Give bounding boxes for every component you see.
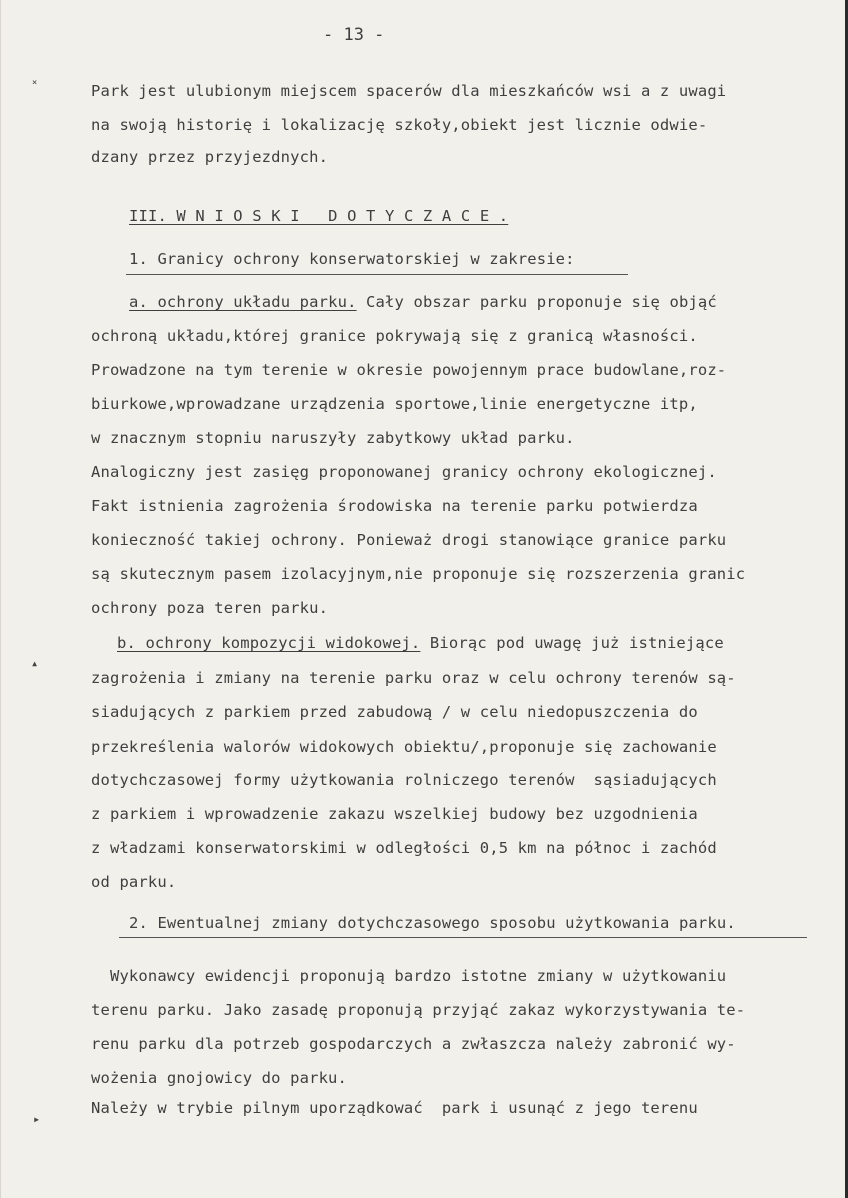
subsection-2-heading: 2. Ewentualnej zmiany dotychczasowego sposobu użytkowania parku. [129, 914, 736, 932]
b-line-2: zagrożenia i zmiany na terenie parku oraz w celu ochrony terenów są- [91, 669, 736, 687]
page-number: - 13 - [323, 25, 385, 45]
subsection-1-rule [126, 274, 628, 275]
p1-line-1: Park jest ulubionym miejscem spacerów dla mieszkańców wsi a z uwagi [91, 82, 727, 100]
p1-line-3: dzany przez przyjezdnych. [91, 148, 329, 166]
b-line-4: przekreślenia walorów widokowych obiektu/,proponuje się zachowanie [91, 738, 717, 756]
margin-mark: ˟ [31, 78, 39, 92]
a-line-2: ochroną układu,której granice pokrywają się z granicą własności. [91, 327, 698, 345]
p3-line-5: Należy w trybie pilnym uporządkować park i usunąć z jego terenu [91, 1099, 698, 1117]
b-line-3: siadujących z parkiem przed zabudową / w celu niedopuszczenia do [91, 703, 698, 721]
point-b-label: b. ochrony kompozycji widokowej. [117, 634, 421, 652]
p3-line-4: wożenia gnojowicy do parku. [91, 1069, 348, 1087]
a-line-9: są skutecznym pasem izolacyjnym,nie proponuje się rozszerzenia granic [91, 565, 746, 583]
b-line-6: z parkiem i wprowadzenie zakazu wszelkiej budowy bez uzgodnienia [91, 805, 698, 823]
subsection-2-rule [119, 937, 807, 938]
b-line-5: dotychczasowej formy użytkowania rolniczego terenów sąsiadujących [91, 771, 717, 789]
a-line-8: konieczność takiej ochrony. Ponieważ drogi stanowiące granice parku [91, 531, 727, 549]
margin-mark: ▴ [31, 656, 39, 670]
p1-line-2: na swoją historię i lokalizację szkoły,obiekt jest licznie odwie- [91, 116, 708, 134]
a-line-5: w znacznym stopniu naruszyły zabytkowy układ parku. [91, 429, 575, 447]
point-a-text: Cały obszar parku proponuje się objąć [356, 293, 717, 311]
a-line-3: Prowadzone na tym terenie w okresie powojennym prace budowlane,roz- [91, 361, 727, 379]
b-line-8: od parku. [91, 873, 177, 891]
a-line-7: Fakt istnienia zagrożenia środowiska na terenie parku potwierdza [91, 497, 698, 515]
a-line-4: biurkowe,wprowadzane urządzenia sportowe,linie energetyczne itp, [91, 395, 698, 413]
p3-line-3: renu parku dla potrzeb gospodarczych a zwłaszcza należy zabronić wy- [91, 1035, 736, 1053]
section-heading: III. W N I O S K I D O T Y C Z A C E . [129, 207, 509, 225]
p3-line-2: terenu parku. Jako zasadę proponują przyjąć zakaz wykorzystywania te- [91, 1001, 746, 1019]
point-b [117, 633, 724, 653]
subsection-1-heading: 1. Granicy ochrony konserwatorskiej w zakresie: [129, 250, 575, 268]
a-line-10: ochrony poza teren parku. [91, 599, 329, 617]
p3-line-1: Wykonawcy ewidencji proponują bardzo istotne zmiany w użytkowaniu [91, 967, 727, 985]
point-a-label: a. ochrony układu parku. [129, 293, 357, 311]
a-line-6: Analogiczny jest zasięg proponowanej granicy ochrony ekologicznej. [91, 463, 717, 481]
point-a [129, 292, 717, 312]
b-line-7: z władzami konserwatorskimi w odległości 0,5 km na północ i zachód [91, 839, 717, 857]
margin-mark: ▸ [33, 1112, 41, 1126]
point-b-text: Biorąc pod uwagę już istniejące [420, 634, 724, 652]
